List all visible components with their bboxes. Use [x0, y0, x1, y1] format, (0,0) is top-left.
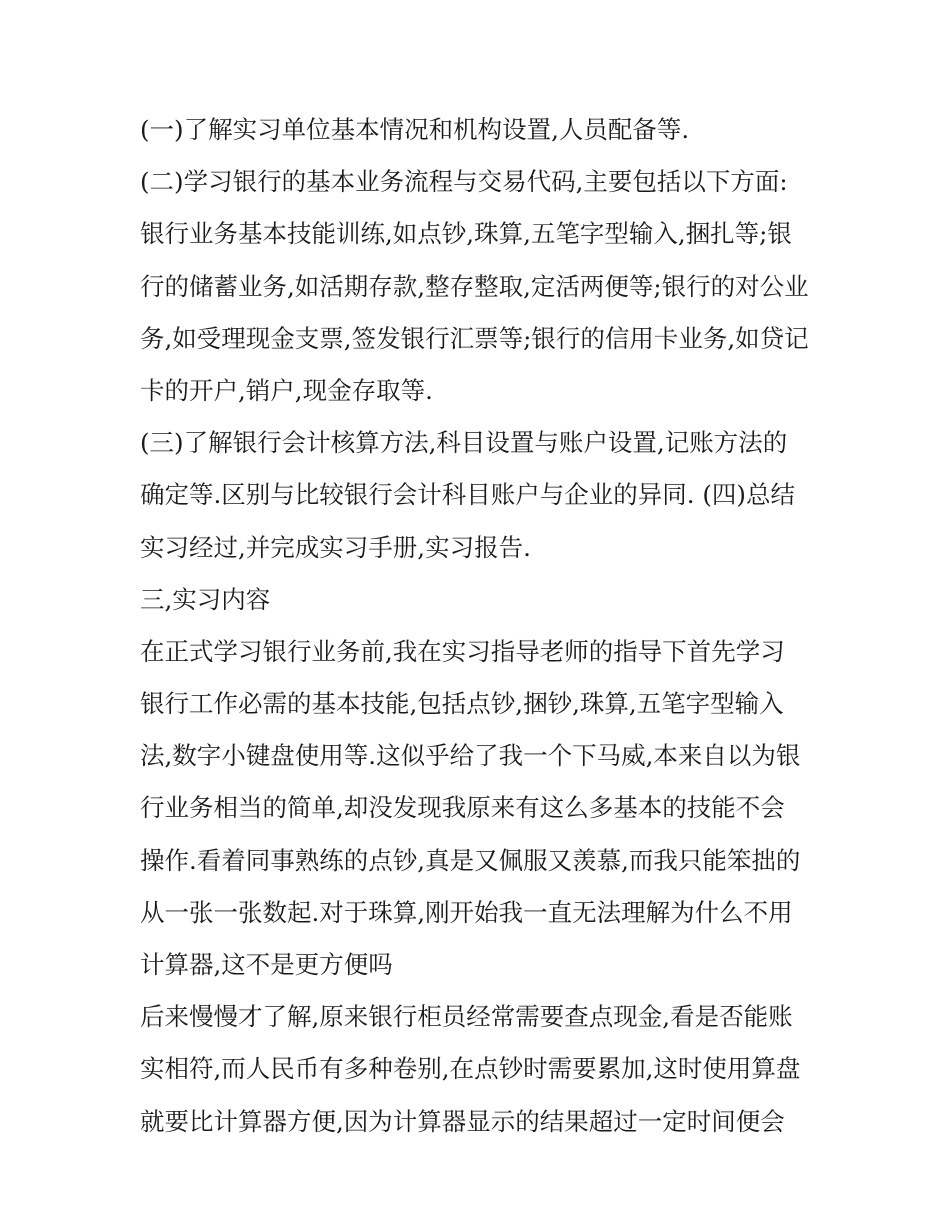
text-line: 行业务相当的简单,却没发现我原来有这么多基本的技能不会 [140, 793, 785, 823]
text-line: 实习经过,并完成实习手册,实习报告. [140, 532, 531, 562]
text-line: 银行工作必需的基本技能,包括点钞,捆钞,珠算,五笔字型输入 [140, 689, 784, 719]
text-line: (二)学习银行的基本业务流程与交易代码,主要包括以下方面: [140, 167, 788, 197]
text-line: 实相符,而人民币有多种卷别,在点钞时需要累加,这时使用算盘 [140, 1054, 801, 1084]
text-line: 从一张一张数起.对于珠算,刚开始我一直无法理解为什么不用 [140, 897, 793, 927]
text-line: 法,数字小键盘使用等.这似乎给了我一个下马威,本来自以为银 [140, 741, 801, 771]
text-line: 确定等.区别与比较银行会计科目账户与企业的异同. (四)总结 [140, 480, 795, 510]
text-line: 卡的开户,销户,现金存取等. [140, 375, 433, 405]
text-line: 在正式学习银行业务前,我在实习指导老师的指导下首先学习 [140, 636, 785, 666]
text-line: (三)了解银行会计核算方法,科目设置与账户设置,记账方法的 [140, 428, 788, 458]
text-line: 务,如受理现金支票,签发银行汇票等;银行的信用卡业务,如贷记 [140, 323, 809, 353]
text-line: 银行业务基本技能训练,如点钞,珠算,五笔字型输入,捆扎等;银 [140, 219, 792, 249]
text-line: (一)了解实习单位基本情况和机构设置,人员配备等. [140, 115, 690, 144]
section-heading: 三,实习内容 [140, 584, 271, 614]
text-line: 行的储蓄业务,如活期存款,整存整取,定活两便等;银行的对公业 [140, 271, 809, 301]
document-body [140, 104, 820, 1148]
text-line: 计算器,这不是更方便吗 [140, 950, 393, 979]
text-line: 操作.看着同事熟练的点钞,真是又佩服又羡慕,而我只能笨拙的 [140, 845, 801, 875]
text-line: 后来慢慢才了解,原来银行柜员经常需要查点现金,看是否能账 [140, 1002, 793, 1032]
text-line: 就要比计算器方便,因为计算器显示的结果超过一定时间便会 [140, 1106, 785, 1136]
